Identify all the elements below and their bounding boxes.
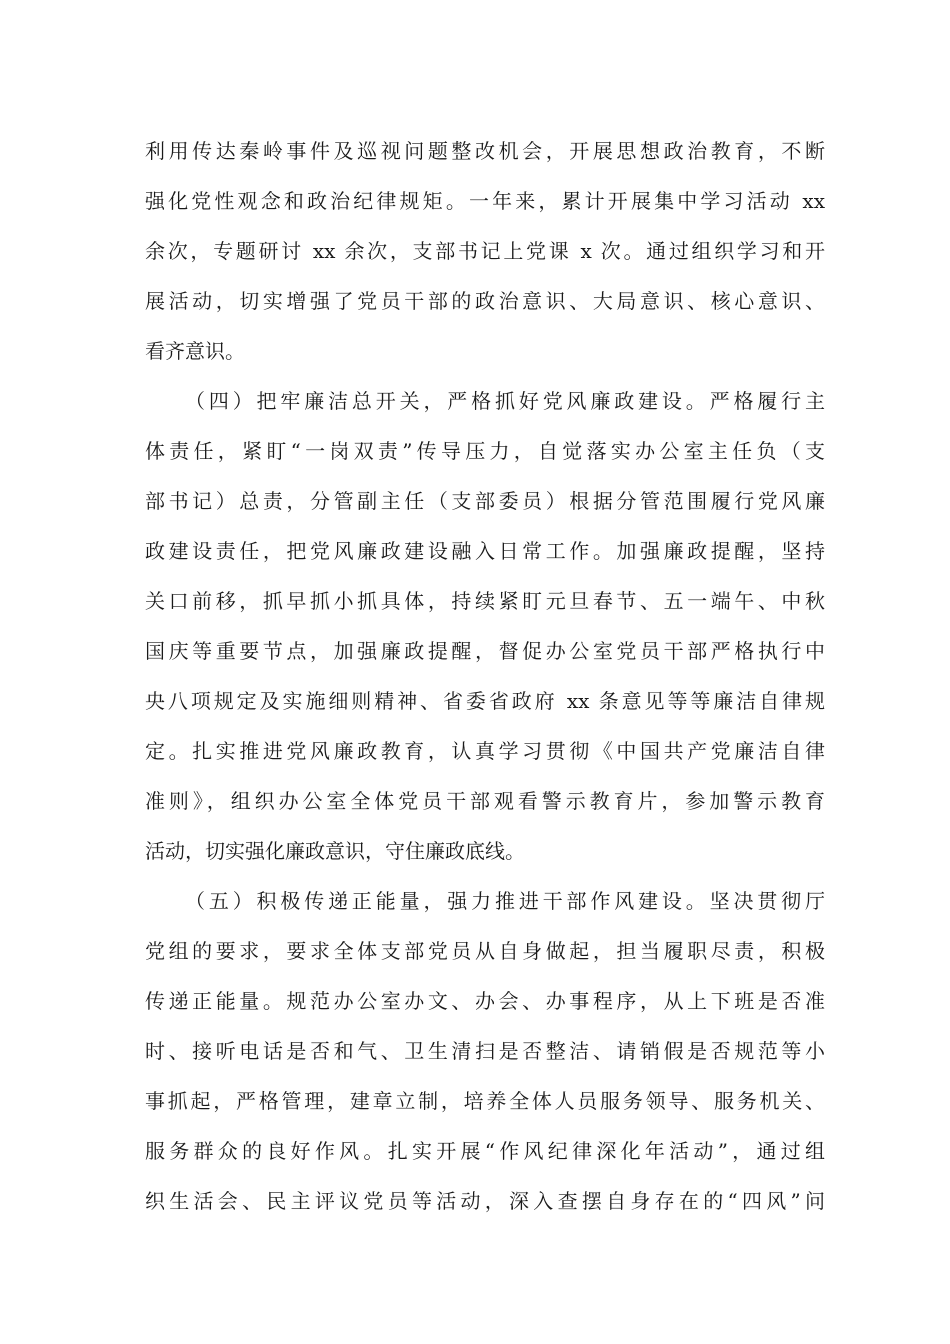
text-line: 事抓起，严格管理，建章立制，培养全体人员服务领导、服务机关、: [145, 1089, 825, 1113]
text-line: 传递正能量。规范办公室办文、办会、办事程序，从上下班是否准: [145, 989, 825, 1013]
paragraph-heading-line: （五）积极传递正能量，强力推进干部作风建设。坚决贯彻厅: [185, 889, 825, 913]
text-line: 党组的要求，要求全体支部党员从自身做起，担当履职尽责，积极: [145, 939, 825, 963]
text-line: 看齐意识。: [145, 339, 245, 363]
text-line: 服务群众的良好作风。扎实开展“作风纪律深化年活动”，通过组: [145, 1139, 825, 1163]
text-line: 关口前移，抓早抓小抓具体，持续紧盯元旦春节、五一端午、中秋: [145, 589, 825, 613]
text-line: 展活动，切实增强了党员干部的政治意识、大局意识、核心意识、: [145, 289, 825, 313]
text-line: 准则》，组织办公室全体党员干部观看警示教育片，参加警示教育: [145, 789, 825, 813]
text-line: 国庆等重要节点，加强廉政提醒，督促办公室党员干部严格执行中: [145, 639, 825, 663]
text-line: 部书记）总责，分管副主任（支部委员）根据分管范围履行党风廉: [145, 489, 825, 513]
text-line: 余次，专题研讨 xx 余次，支部书记上党课 x 次。通过组织学习和开: [145, 239, 825, 263]
text-line: 利用传达秦岭事件及巡视问题整改机会，开展思想政治教育，不断: [145, 139, 825, 163]
paragraph-heading-line: （四）把牢廉洁总开关，严格抓好党风廉政建设。严格履行主: [185, 389, 825, 413]
text-line: 定。扎实推进党风廉政教育，认真学习贯彻《中国共产党廉洁自律: [145, 739, 825, 763]
text-line: 强化党性观念和政治纪律规矩。一年来，累计开展集中学习活动 xx: [145, 189, 825, 213]
text-line: 政建设责任，把党风廉政建设融入日常工作。加强廉政提醒，坚持: [145, 539, 825, 563]
text-line: 活动，切实强化廉政意识，守住廉政底线。: [145, 839, 525, 863]
text-line: 央八项规定及实施细则精神、省委省政府 xx 条意见等等廉洁自律规: [145, 689, 825, 713]
text-line: 体责任，紧盯“一岗双责”传导压力，自觉落实办公室主任负（支: [145, 439, 825, 463]
text-line: 织生活会、民主评议党员等活动，深入查摆自身存在的“四风”问: [145, 1189, 825, 1213]
text-line: 时、接听电话是否和气、卫生清扫是否整洁、请销假是否规范等小: [145, 1039, 825, 1063]
